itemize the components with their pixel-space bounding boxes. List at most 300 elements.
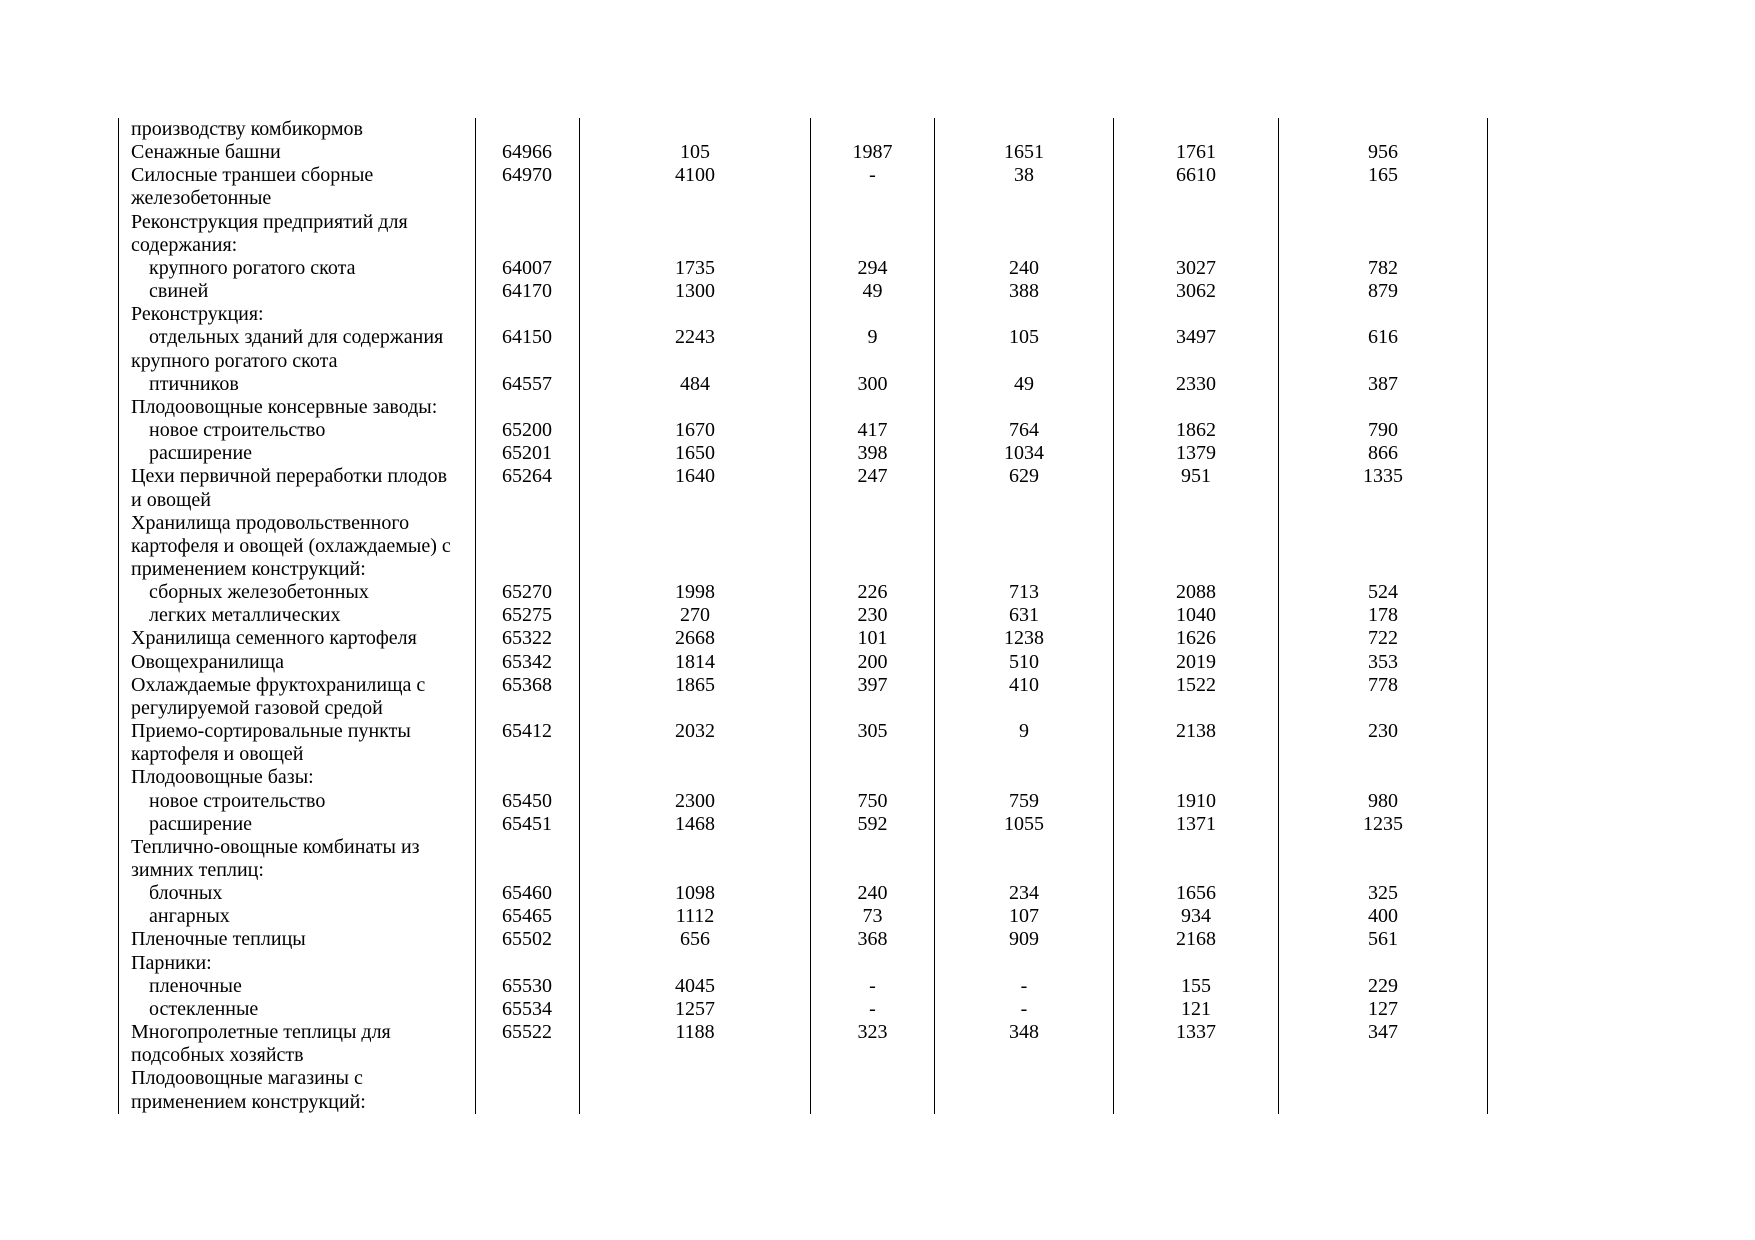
row-value-3 <box>935 211 1114 234</box>
row-value-1 <box>580 303 811 326</box>
row-value-3 <box>935 350 1114 373</box>
row-value-1 <box>580 1067 811 1090</box>
row-value-2 <box>811 1044 935 1067</box>
row-value-3: 234 <box>935 882 1114 905</box>
row-value-5 <box>1279 350 1488 373</box>
row-value-1 <box>580 350 811 373</box>
row-name: крупного рогатого скота <box>149 256 356 279</box>
row-value-1 <box>580 766 811 789</box>
row-value-4 <box>1114 743 1279 766</box>
row-value-2: 397 <box>811 674 935 697</box>
table-row <box>119 882 1488 905</box>
row-value-1: 1735 <box>580 257 811 280</box>
row-name: расширение <box>149 812 253 835</box>
row-value-1: 1998 <box>580 581 811 604</box>
table-row <box>119 604 1488 627</box>
row-value-4 <box>1114 303 1279 326</box>
table-row <box>119 326 1488 349</box>
row-value-5: 561 <box>1279 928 1488 951</box>
row-value-1: 1670 <box>580 419 811 442</box>
row-value-2 <box>811 512 935 535</box>
row-value-3: 909 <box>935 928 1114 951</box>
table-row <box>119 581 1488 604</box>
row-value-1 <box>580 952 811 975</box>
row-code: 64150 <box>476 326 580 349</box>
row-name-cell <box>119 743 476 766</box>
table-row <box>119 211 1488 234</box>
row-code: 65264 <box>476 465 580 488</box>
row-value-2 <box>811 535 935 558</box>
row-value-3: 713 <box>935 581 1114 604</box>
row-value-1 <box>580 489 811 512</box>
row-value-2: 200 <box>811 651 935 674</box>
table-row <box>119 627 1488 650</box>
row-value-1 <box>580 187 811 210</box>
row-value-4: 2168 <box>1114 928 1279 951</box>
row-value-5: 400 <box>1279 905 1488 928</box>
row-code: 64007 <box>476 257 580 280</box>
row-code <box>476 697 580 720</box>
row-value-3: 49 <box>935 373 1114 396</box>
row-value-1: 4045 <box>580 975 811 998</box>
row-name-cell <box>119 627 476 650</box>
row-code: 65342 <box>476 651 580 674</box>
row-value-2: 101 <box>811 627 935 650</box>
row-value-4 <box>1114 512 1279 535</box>
row-name-cell <box>119 442 476 465</box>
row-value-1 <box>580 1091 811 1114</box>
row-value-4: 1040 <box>1114 604 1279 627</box>
row-value-5: 782 <box>1279 257 1488 280</box>
row-value-4: 2138 <box>1114 720 1279 743</box>
row-value-2 <box>811 1091 935 1114</box>
row-code <box>476 952 580 975</box>
row-value-3 <box>935 1067 1114 1090</box>
table-row <box>119 1044 1488 1067</box>
table-row <box>119 234 1488 257</box>
row-value-5 <box>1279 859 1488 882</box>
row-value-2 <box>811 859 935 882</box>
table-row <box>119 558 1488 581</box>
row-name-cell <box>119 836 476 859</box>
row-name-cell <box>119 211 476 234</box>
table-row <box>119 489 1488 512</box>
row-value-2 <box>811 303 935 326</box>
row-value-2: 750 <box>811 790 935 813</box>
row-value-5: 790 <box>1279 419 1488 442</box>
row-value-1 <box>580 836 811 859</box>
table-row <box>119 975 1488 998</box>
row-value-1: 2668 <box>580 627 811 650</box>
row-code <box>476 187 580 210</box>
row-name: картофеля и овощей <box>131 743 304 766</box>
row-name-cell <box>119 697 476 720</box>
row-value-5: 178 <box>1279 604 1488 627</box>
row-name-cell <box>119 651 476 674</box>
row-name: Силосные траншеи сборные <box>131 164 374 187</box>
row-name: Сенажные башни <box>131 141 281 164</box>
row-name-cell <box>119 952 476 975</box>
row-value-2 <box>811 836 935 859</box>
row-value-1: 1468 <box>580 813 811 836</box>
row-value-4: 1761 <box>1114 141 1279 164</box>
row-name: Цехи первичной переработки плодов <box>131 465 448 488</box>
row-value-5: 980 <box>1279 790 1488 813</box>
table-row <box>119 859 1488 882</box>
row-value-1 <box>580 234 811 257</box>
row-value-5: 524 <box>1279 581 1488 604</box>
row-value-2: 49 <box>811 280 935 303</box>
row-value-1: 1300 <box>580 280 811 303</box>
table-row <box>119 535 1488 558</box>
row-value-5: 165 <box>1279 164 1488 187</box>
row-name: зимних теплиц: <box>131 859 264 881</box>
table-row <box>119 396 1488 419</box>
row-value-1: 1112 <box>580 905 811 928</box>
row-value-3 <box>935 766 1114 789</box>
row-name: и овощей <box>131 488 211 511</box>
row-name-cell <box>119 489 476 512</box>
row-value-5 <box>1279 952 1488 975</box>
row-value-2 <box>811 952 935 975</box>
row-value-4: 951 <box>1114 465 1279 488</box>
row-name-cell <box>119 118 476 141</box>
row-value-1 <box>580 512 811 535</box>
row-name: легких металлических <box>149 604 341 627</box>
row-name: ангарных <box>149 905 230 928</box>
row-name-cell <box>119 465 476 488</box>
table-row <box>119 766 1488 789</box>
row-value-3: 1238 <box>935 627 1114 650</box>
row-value-1: 270 <box>580 604 811 627</box>
row-value-1 <box>580 396 811 419</box>
row-value-4: 1371 <box>1114 813 1279 836</box>
row-value-5: 956 <box>1279 141 1488 164</box>
row-value-4: 1910 <box>1114 790 1279 813</box>
row-value-1: 2300 <box>580 790 811 813</box>
row-name: Парники: <box>131 951 212 974</box>
table-row <box>119 697 1488 720</box>
row-value-3: 629 <box>935 465 1114 488</box>
row-value-5: 879 <box>1279 280 1488 303</box>
row-name-cell <box>119 1091 476 1114</box>
row-value-2 <box>811 211 935 234</box>
row-value-5: 127 <box>1279 998 1488 1021</box>
row-value-2 <box>811 697 935 720</box>
row-value-4 <box>1114 489 1279 512</box>
table-row <box>119 187 1488 210</box>
row-value-4: 1862 <box>1114 419 1279 442</box>
row-value-1: 484 <box>580 373 811 396</box>
row-value-2 <box>811 234 935 257</box>
row-value-3 <box>935 512 1114 535</box>
row-name: Хранилища продовольственного <box>131 511 410 534</box>
row-value-3: - <box>935 975 1114 998</box>
table-row <box>119 998 1488 1021</box>
row-code: 65201 <box>476 442 580 465</box>
row-value-3: 348 <box>935 1021 1114 1044</box>
row-value-3 <box>935 489 1114 512</box>
row-value-1 <box>580 743 811 766</box>
table-body <box>119 118 1488 1114</box>
row-code: 65450 <box>476 790 580 813</box>
table-row <box>119 512 1488 535</box>
row-name: отдельных зданий для содержания <box>149 326 444 349</box>
table-row <box>119 465 1488 488</box>
table-row <box>119 118 1488 141</box>
row-name: птичников <box>149 372 239 395</box>
row-value-3 <box>935 558 1114 581</box>
row-name-cell <box>119 558 476 581</box>
row-value-5 <box>1279 187 1488 210</box>
row-value-3: 764 <box>935 419 1114 442</box>
row-value-1 <box>580 859 811 882</box>
row-value-3: 38 <box>935 164 1114 187</box>
table-row <box>119 790 1488 813</box>
row-name-cell <box>119 1021 476 1044</box>
row-value-5 <box>1279 766 1488 789</box>
row-value-2: 294 <box>811 257 935 280</box>
row-code <box>476 211 580 234</box>
row-name-cell <box>119 790 476 813</box>
row-value-2 <box>811 766 935 789</box>
row-name: блочных <box>149 882 223 905</box>
row-code <box>476 118 580 141</box>
row-value-2: 226 <box>811 581 935 604</box>
row-name-cell <box>119 905 476 928</box>
table-row <box>119 674 1488 697</box>
row-name: применением конструкций: <box>131 1090 366 1113</box>
row-value-4: 934 <box>1114 905 1279 928</box>
row-value-5: 347 <box>1279 1021 1488 1044</box>
row-value-2: 230 <box>811 604 935 627</box>
row-value-2 <box>811 396 935 419</box>
row-value-3 <box>935 743 1114 766</box>
row-value-4: 2330 <box>1114 373 1279 396</box>
row-value-3: 107 <box>935 905 1114 928</box>
row-value-5: 229 <box>1279 975 1488 998</box>
row-value-5 <box>1279 1091 1488 1114</box>
row-value-4 <box>1114 211 1279 234</box>
row-value-5 <box>1279 836 1488 859</box>
row-value-5 <box>1279 303 1488 326</box>
row-code: 65465 <box>476 905 580 928</box>
row-name: крупного рогатого скота <box>131 349 338 372</box>
row-code: 65200 <box>476 419 580 442</box>
row-value-2: 323 <box>811 1021 935 1044</box>
row-value-4 <box>1114 350 1279 373</box>
row-value-5: 778 <box>1279 674 1488 697</box>
row-value-3 <box>935 1044 1114 1067</box>
row-value-4 <box>1114 1067 1279 1090</box>
row-value-4 <box>1114 952 1279 975</box>
row-code: 65502 <box>476 928 580 951</box>
row-value-3: 410 <box>935 674 1114 697</box>
row-value-3 <box>935 118 1114 141</box>
row-value-2 <box>811 1067 935 1090</box>
row-name: Плодоовощные базы: <box>131 766 314 789</box>
row-value-1 <box>580 211 811 234</box>
row-value-2 <box>811 350 935 373</box>
row-value-1: 4100 <box>580 164 811 187</box>
row-value-3 <box>935 396 1114 419</box>
row-name: содержания: <box>131 233 238 256</box>
row-value-3 <box>935 697 1114 720</box>
row-name: Теплично-овощные комбинаты из <box>131 835 420 858</box>
row-code: 65368 <box>476 674 580 697</box>
row-value-5 <box>1279 1067 1488 1090</box>
row-name-cell <box>119 280 476 303</box>
row-name-cell <box>119 975 476 998</box>
row-value-4 <box>1114 558 1279 581</box>
row-value-4 <box>1114 234 1279 257</box>
row-value-5 <box>1279 118 1488 141</box>
row-code: 64966 <box>476 141 580 164</box>
row-value-3: 388 <box>935 280 1114 303</box>
row-value-4 <box>1114 859 1279 882</box>
row-value-4 <box>1114 118 1279 141</box>
row-name: пленочные <box>149 974 242 997</box>
row-code: 65460 <box>476 882 580 905</box>
row-name: производству комбикормов <box>131 118 363 140</box>
row-value-4 <box>1114 766 1279 789</box>
row-name-cell <box>119 766 476 789</box>
row-name: Пленочные теплицы <box>131 928 306 951</box>
row-value-1: 1098 <box>580 882 811 905</box>
row-name-cell <box>119 512 476 535</box>
row-value-5 <box>1279 743 1488 766</box>
row-value-5 <box>1279 1044 1488 1067</box>
table-row <box>119 928 1488 951</box>
row-value-5: 616 <box>1279 326 1488 349</box>
row-value-2: 417 <box>811 419 935 442</box>
row-value-2: 247 <box>811 465 935 488</box>
row-value-1: 1865 <box>580 674 811 697</box>
table-row <box>119 419 1488 442</box>
row-value-1: 105 <box>580 141 811 164</box>
row-value-3: - <box>935 998 1114 1021</box>
row-value-5: 866 <box>1279 442 1488 465</box>
row-name-cell <box>119 164 476 187</box>
row-name: подсобных хозяйств <box>131 1044 304 1067</box>
table-row <box>119 720 1488 743</box>
row-value-4 <box>1114 836 1279 859</box>
row-name-cell <box>119 373 476 396</box>
row-code: 65322 <box>476 627 580 650</box>
table-row <box>119 257 1488 280</box>
row-name: Плодоовощные магазины с <box>131 1067 363 1090</box>
table-row <box>119 350 1488 373</box>
row-code <box>476 303 580 326</box>
row-value-5: 325 <box>1279 882 1488 905</box>
row-value-3 <box>935 952 1114 975</box>
table-row <box>119 836 1488 859</box>
row-code: 65270 <box>476 581 580 604</box>
row-name: остекленные <box>149 997 259 1020</box>
row-value-2: 305 <box>811 720 935 743</box>
row-value-1 <box>580 1044 811 1067</box>
row-value-4: 1379 <box>1114 442 1279 465</box>
table-row <box>119 280 1488 303</box>
row-name: картофеля и овощей (охлаждаемые) с <box>131 534 451 557</box>
row-code: 65275 <box>476 604 580 627</box>
row-value-1: 1640 <box>580 465 811 488</box>
row-value-2: 592 <box>811 813 935 836</box>
row-value-5 <box>1279 535 1488 558</box>
row-value-1 <box>580 118 811 141</box>
row-name: Реконструкция: <box>131 303 264 326</box>
row-value-4: 121 <box>1114 998 1279 1021</box>
table-row <box>119 373 1488 396</box>
row-value-1: 1188 <box>580 1021 811 1044</box>
row-code <box>476 1091 580 1114</box>
row-value-3: 1651 <box>935 141 1114 164</box>
table-row <box>119 141 1488 164</box>
data-table <box>118 118 1488 1114</box>
row-name: расширение <box>149 442 253 465</box>
row-name-cell <box>119 1044 476 1067</box>
row-value-2 <box>811 187 935 210</box>
row-value-2 <box>811 743 935 766</box>
row-value-4: 3062 <box>1114 280 1279 303</box>
row-value-1: 1650 <box>580 442 811 465</box>
row-value-3: 9 <box>935 720 1114 743</box>
row-code: 65522 <box>476 1021 580 1044</box>
row-value-5: 353 <box>1279 651 1488 674</box>
row-value-4: 1522 <box>1114 674 1279 697</box>
row-value-5 <box>1279 697 1488 720</box>
row-value-4 <box>1114 187 1279 210</box>
row-value-2: - <box>811 998 935 1021</box>
row-value-4 <box>1114 1091 1279 1114</box>
row-value-2: 300 <box>811 373 935 396</box>
row-code: 64170 <box>476 280 580 303</box>
row-name: Реконструкция предприятий для <box>131 210 408 233</box>
row-value-2: 9 <box>811 326 935 349</box>
row-value-4: 1337 <box>1114 1021 1279 1044</box>
row-name: Плодоовощные консервные заводы: <box>131 395 438 418</box>
row-code: 65534 <box>476 998 580 1021</box>
table-row <box>119 1021 1488 1044</box>
row-value-1: 2243 <box>580 326 811 349</box>
row-name-cell <box>119 187 476 210</box>
row-value-5 <box>1279 512 1488 535</box>
row-name-cell <box>119 998 476 1021</box>
row-value-3: 1055 <box>935 813 1114 836</box>
row-name: новое строительство <box>149 419 326 442</box>
row-value-4: 6610 <box>1114 164 1279 187</box>
row-value-3 <box>935 1091 1114 1114</box>
row-value-5: 230 <box>1279 720 1488 743</box>
row-value-1: 1257 <box>580 998 811 1021</box>
row-code: 64557 <box>476 373 580 396</box>
row-value-5: 1235 <box>1279 813 1488 836</box>
row-value-3: 631 <box>935 604 1114 627</box>
table-row <box>119 442 1488 465</box>
row-value-4 <box>1114 396 1279 419</box>
row-name: Приемо-сортировальные пункты <box>131 720 411 743</box>
row-value-2: 1987 <box>811 141 935 164</box>
row-code <box>476 350 580 373</box>
row-value-4 <box>1114 1044 1279 1067</box>
row-name-cell <box>119 419 476 442</box>
row-value-1 <box>580 558 811 581</box>
table-row <box>119 651 1488 674</box>
table-row <box>119 952 1488 975</box>
row-name-cell <box>119 257 476 280</box>
row-name-cell <box>119 813 476 836</box>
row-name-cell <box>119 396 476 419</box>
